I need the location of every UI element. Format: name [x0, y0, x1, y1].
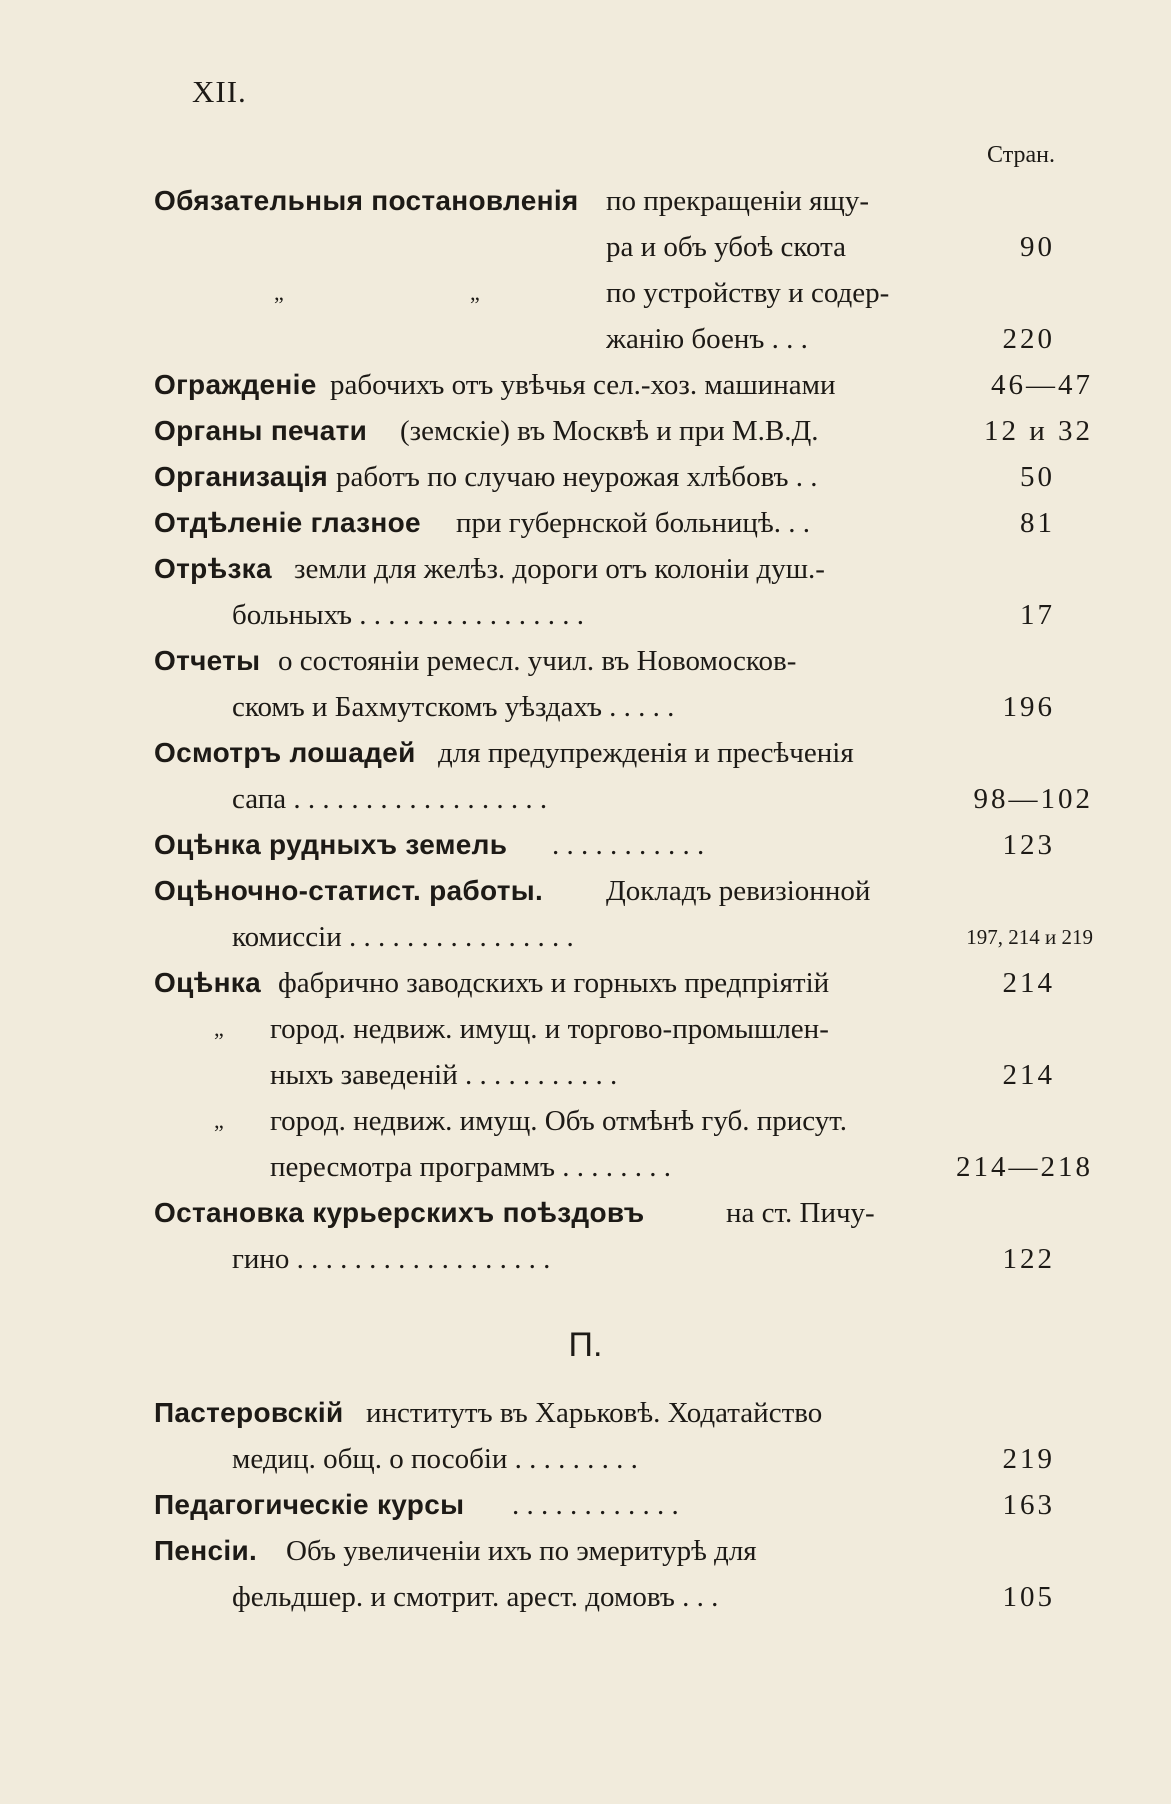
page-ref: 17	[1020, 599, 1055, 631]
page-ref: 98—102	[973, 783, 1093, 815]
page-ref: 163	[1002, 1489, 1055, 1521]
page-ref: 123	[1002, 829, 1055, 861]
page-ref: 196	[1002, 691, 1055, 723]
index-line	[0, 776, 1171, 822]
ditto-mark: „	[214, 1108, 224, 1133]
entry-heading: Оцѣночно-статист. работы.	[154, 875, 544, 906]
index-line	[0, 454, 1171, 500]
entry-text: институтъ въ Харьковѣ. Ходатайство	[366, 1397, 823, 1429]
index-line	[0, 1436, 1171, 1482]
index-line	[0, 638, 1171, 684]
page-ref: 220	[1002, 323, 1055, 355]
entry-text: Докладъ ревизіонной	[606, 875, 871, 907]
entry-text: комиссіи . . . . . . . . . . . . . . . .	[232, 921, 574, 953]
page-ref: 197, 214 и 219	[966, 925, 1093, 949]
entry-heading: Отчеты	[154, 645, 261, 676]
entry-text: работъ по случаю неурожая хлѣбовъ . .	[336, 461, 818, 493]
entry-heading: Оцѣнка	[154, 967, 261, 998]
page-ref: 50	[1020, 461, 1055, 493]
index-line	[0, 1006, 1171, 1052]
entry-text: земли для желѣз. дороги отъ колоніи душ.-	[294, 553, 825, 585]
entry-text: скомъ и Бахмутскомъ уѣздахъ . . . . .	[232, 691, 675, 723]
entry-heading: Оцѣнка рудныхъ земель	[154, 829, 508, 860]
page-ref: 46—47	[991, 369, 1093, 401]
entry-text: рабочихъ отъ увѣчья сел.-хоз. машинами	[330, 369, 836, 401]
entry-text: при губернской больницѣ. . .	[456, 507, 810, 539]
entry-text: город. недвиж. имущ. и торгово-промышлен-	[270, 1013, 829, 1045]
entry-text: гино . . . . . . . . . . . . . . . . . .	[232, 1243, 551, 1275]
entry-text: ныхъ заведеній . . . . . . . . . . .	[270, 1059, 618, 1091]
entry-heading: Органы печати	[154, 415, 368, 446]
index-line	[0, 822, 1171, 868]
index-line	[0, 362, 1171, 408]
page-ref: 12 и 32	[983, 415, 1093, 447]
entry-heading: Отдѣленіе глазное	[154, 507, 421, 538]
index-line	[0, 178, 1171, 224]
entry-text: по устройству и содер-	[606, 277, 890, 309]
index-line	[0, 408, 1171, 454]
entry-heading: Педагогическіе курсы	[154, 1489, 465, 1520]
entry-text: о состояніи ремесл. учил. въ Новомосков-	[278, 645, 797, 677]
index-line	[0, 1574, 1171, 1620]
page-ref: 214—218	[956, 1151, 1093, 1183]
page-column-header: Стран.	[987, 142, 1055, 168]
page-ref: 90	[1020, 231, 1055, 263]
entry-text: ра и объ убоѣ скота	[606, 231, 847, 263]
entry-heading: Отрѣзка	[154, 553, 272, 584]
index-line	[0, 1098, 1171, 1144]
entry-text: медиц. общ. о пособіи . . . . . . . . .	[232, 1443, 638, 1475]
index-line	[0, 1528, 1171, 1574]
entry-text: (земскіе) въ Москвѣ и при М.В.Д.	[400, 415, 819, 447]
ditto-mark: „	[214, 1016, 224, 1041]
page-number: XII.	[192, 74, 247, 109]
entry-heading: Огражденіе	[154, 369, 317, 400]
index-line	[0, 1236, 1171, 1282]
index-line	[0, 1052, 1171, 1098]
page-ref: 219	[1002, 1443, 1055, 1475]
entry-text: сапа . . . . . . . . . . . . . . . . . .	[232, 783, 548, 815]
entry-text: на ст. Пичу-	[726, 1197, 875, 1229]
index-line	[0, 684, 1171, 730]
index-line	[0, 914, 1171, 960]
entry-heading: Пенсіи.	[154, 1535, 258, 1566]
index-line	[0, 270, 1171, 316]
ditto-mark: „	[470, 280, 480, 305]
entry-text: по прекращеніи ящу-	[606, 185, 869, 217]
entry-text: город. недвиж. имущ. Объ отмѣнѣ губ. присут.	[270, 1105, 847, 1137]
index-line	[0, 546, 1171, 592]
index-line	[0, 1190, 1171, 1236]
index-line	[0, 1390, 1171, 1436]
index-line	[0, 224, 1171, 270]
entry-text: Объ увеличеніи ихъ по эмеритурѣ для	[286, 1535, 757, 1567]
entry-heading: Остановка курьерскихъ поѣздовъ	[154, 1197, 645, 1228]
page-ref: 81	[1020, 507, 1055, 539]
section-letter: П.	[568, 1326, 603, 1364]
entry-text: больныхъ . . . . . . . . . . . . . . . .	[232, 599, 584, 631]
page-ref: 214	[1002, 967, 1055, 999]
entry-text: для предупрежденія и пресѣченія	[438, 737, 854, 769]
entry-text: пересмотра программъ . . . . . . . .	[270, 1151, 671, 1183]
page-ref: 105	[1002, 1581, 1055, 1613]
entry-text: . . . . . . . . . . . .	[512, 1489, 679, 1521]
entry-text: . . . . . . . . . . .	[552, 829, 705, 861]
index-line	[0, 1482, 1171, 1528]
page-ref: 122	[1002, 1243, 1055, 1275]
page-ref: 214	[1002, 1059, 1055, 1091]
index-line	[0, 592, 1171, 638]
entry-heading: Пастеровскій	[154, 1397, 344, 1428]
ditto-mark: „	[274, 280, 284, 305]
index-line	[0, 960, 1171, 1006]
index-line	[0, 868, 1171, 914]
index-line	[0, 730, 1171, 776]
index-line	[0, 316, 1171, 362]
entry-heading: Организація	[154, 461, 328, 492]
entry-text: жанію боенъ . . .	[606, 323, 808, 355]
entry-heading: Осмотръ лошадей	[154, 737, 416, 768]
index-line	[0, 1144, 1171, 1190]
index-line	[0, 500, 1171, 546]
entry-text: фабрично заводскихъ и горныхъ предпріятій	[278, 967, 830, 999]
entry-heading: Обязательныя постановленія	[154, 185, 579, 216]
entry-text: фельдшер. и смотрит. арест. домовъ . . .	[232, 1581, 719, 1613]
